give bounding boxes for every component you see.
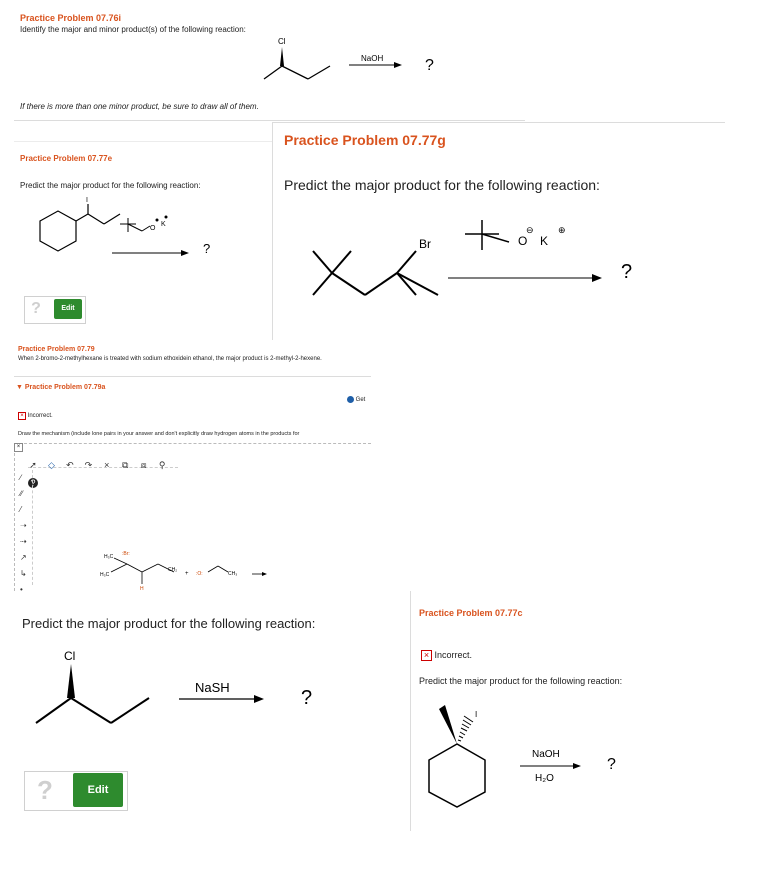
product-placeholder: ?: [425, 57, 434, 74]
bond: [88, 214, 104, 224]
potassium-label: K: [540, 234, 549, 248]
instructions-text: Draw the mechanism (include lone pairs in your answer and don't explicitly draw hydrogen atoms in the products for: [18, 431, 300, 437]
reaction-scheme: [14, 598, 371, 768]
bond: [313, 273, 332, 295]
select-arrow-icon[interactable]: ➚: [29, 460, 37, 470]
plus-sign: +: [185, 571, 189, 577]
bromine-label: Br: [419, 237, 431, 251]
bond: [127, 564, 142, 572]
question-text: Predict the major product for the following reaction:: [22, 616, 316, 631]
arrow-head: [592, 274, 602, 282]
get-label: Get: [355, 397, 366, 404]
reagent-top-label: NaOH: [532, 749, 560, 760]
methyl-label: H₃C: [104, 554, 114, 560]
bond: [71, 698, 111, 723]
help-button[interactable]: ?: [26, 298, 46, 320]
paste-icon[interactable]: ⧈: [140, 460, 147, 470]
problem-title: Practice Problem 07.79: [18, 346, 95, 353]
bond: [218, 566, 228, 572]
bond: [114, 558, 127, 564]
problem-panel-0777c: [410, 591, 725, 831]
chlorine-label: Cl: [64, 649, 76, 663]
bond: [313, 251, 332, 273]
problem-title: Practice Problem 07.77g: [284, 132, 446, 148]
bond: [308, 66, 330, 79]
zoom-icon[interactable]: ⚲: [158, 460, 166, 470]
bond: [142, 564, 158, 572]
problem-panel-nash: [14, 598, 371, 828]
wedge-bond: [280, 47, 284, 66]
charge-dot: [165, 216, 168, 219]
problem-panel-0777g: [272, 122, 725, 341]
undo-icon[interactable]: ↶: [66, 460, 74, 470]
problem-panel-0779a: [14, 380, 371, 594]
wedge-bond-tool-icon[interactable]: ➝: [20, 521, 27, 530]
bromine-label: :Br:: [122, 551, 130, 557]
product-placeholder: ?: [301, 687, 313, 709]
product-placeholder: ?: [203, 241, 211, 256]
arrow-head: [262, 572, 267, 576]
methyl-label: CH₃: [228, 571, 238, 577]
question-text: Predict the major product for the following reaction:: [20, 181, 201, 190]
question-text: When 2-bromo-2-methylhexane is treated with sodium ethoxidein ethanol, the major product is 2-methyl-2-hexene.: [18, 356, 322, 362]
question-text: Predict the major product for the following reaction:: [284, 177, 600, 193]
bond: [397, 273, 416, 295]
reaction-scheme: [273, 123, 725, 341]
single-bond-tool-icon[interactable]: ∕: [20, 473, 22, 482]
incorrect-icon: ×: [18, 412, 26, 420]
note-text: If there is more than one minor product, be sure to draw all of them.: [20, 102, 259, 111]
reaction-scheme: [411, 591, 725, 831]
triple-bond-tool-icon[interactable]: ⁄: [20, 505, 22, 514]
edit-button[interactable]: Edit: [73, 773, 123, 807]
problem-title: Practice Problem 07.77e: [20, 154, 113, 163]
bond: [208, 566, 218, 572]
bond: [264, 66, 282, 79]
copy-icon[interactable]: ⧉: [122, 460, 129, 470]
arrow-head: [573, 763, 581, 769]
product-placeholder: ?: [607, 756, 616, 773]
problem-panel-0777e: [14, 141, 272, 341]
charge-tool-icon[interactable]: •: [20, 585, 23, 594]
reaction-scheme: [14, 142, 272, 302]
arrow-head: [254, 695, 264, 703]
hash-bond-tool-icon[interactable]: ⇢: [20, 537, 27, 546]
reagent-label: NaSH: [195, 680, 230, 695]
potassium-label: K: [161, 221, 166, 228]
question-text: Predict the major product for the following reaction:: [419, 676, 623, 686]
iodine-label: I: [475, 710, 478, 719]
problem-title: Practice Problem 07.76i: [20, 13, 122, 23]
bond: [142, 226, 150, 231]
product-placeholder: ?: [621, 261, 633, 283]
bond: [104, 214, 120, 224]
methyl-label: H₃C: [100, 572, 110, 578]
bond: [332, 273, 365, 295]
curved-arrow-tool-icon[interactable]: ↳: [20, 569, 27, 578]
bond: [36, 698, 71, 723]
charge-negative: ⊖: [526, 225, 534, 235]
methylene-label: CH₂: [168, 567, 178, 573]
eraser-icon[interactable]: ◇: [47, 460, 55, 470]
help-icon[interactable]: ?: [28, 478, 38, 488]
cyclohexane-ring: [429, 744, 485, 807]
wedge-bond: [67, 664, 75, 698]
incorrect-icon: ×: [421, 650, 432, 661]
mechanism-drawing: [14, 380, 371, 590]
close-canvas-icon[interactable]: ×: [14, 443, 23, 452]
delete-icon[interactable]: ×: [104, 460, 110, 470]
bond: [111, 698, 149, 723]
arrow-head: [181, 250, 189, 256]
chlorine-label: Cl: [278, 37, 286, 46]
double-bond-tool-icon[interactable]: ∕∕: [20, 489, 23, 498]
arrow-tool-icon[interactable]: ↗: [20, 553, 27, 562]
bond: [397, 273, 438, 295]
arrow-head: [394, 62, 402, 68]
redo-icon[interactable]: ↷: [84, 460, 93, 470]
problem-panel-0779: [14, 340, 371, 377]
charge-dot: [156, 219, 159, 222]
problem-title-label: Practice Problem 07.79a: [24, 384, 106, 391]
bond: [111, 564, 127, 572]
oxygen-label: O: [150, 225, 156, 232]
bond: [282, 66, 308, 79]
bond: [332, 251, 351, 273]
ethoxide-oxygen-label: :O:: [196, 571, 203, 577]
edit-button[interactable]: Edit: [54, 299, 82, 319]
bond: [128, 224, 142, 231]
hashed-bond: [458, 716, 473, 741]
hydrogen-label: H: [140, 586, 144, 590]
bond: [482, 234, 509, 242]
collapse-caret-icon[interactable]: ▼: [16, 384, 23, 391]
charge-positive: ⊕: [558, 225, 566, 235]
iodine-label: I: [86, 197, 88, 204]
problem-panel-0776i: [14, 4, 525, 121]
help-button[interactable]: ?: [28, 773, 62, 807]
reagent-bottom-label: H₂O: [535, 773, 554, 784]
oxygen-label: O: [518, 234, 528, 248]
problem-title: Practice Problem 07.77c: [419, 608, 523, 618]
question-text: Identify the major and minor product(s) of the following reaction:: [20, 25, 246, 34]
bond: [365, 273, 397, 295]
wedge-bond: [439, 705, 457, 744]
bond: [397, 251, 416, 273]
bond: [76, 214, 88, 221]
status-text: Incorrect.: [434, 650, 473, 660]
status-text: Incorrect.: [27, 413, 53, 419]
cyclohexane-ring: [40, 211, 76, 251]
reagent-label: NaOH: [361, 54, 384, 63]
